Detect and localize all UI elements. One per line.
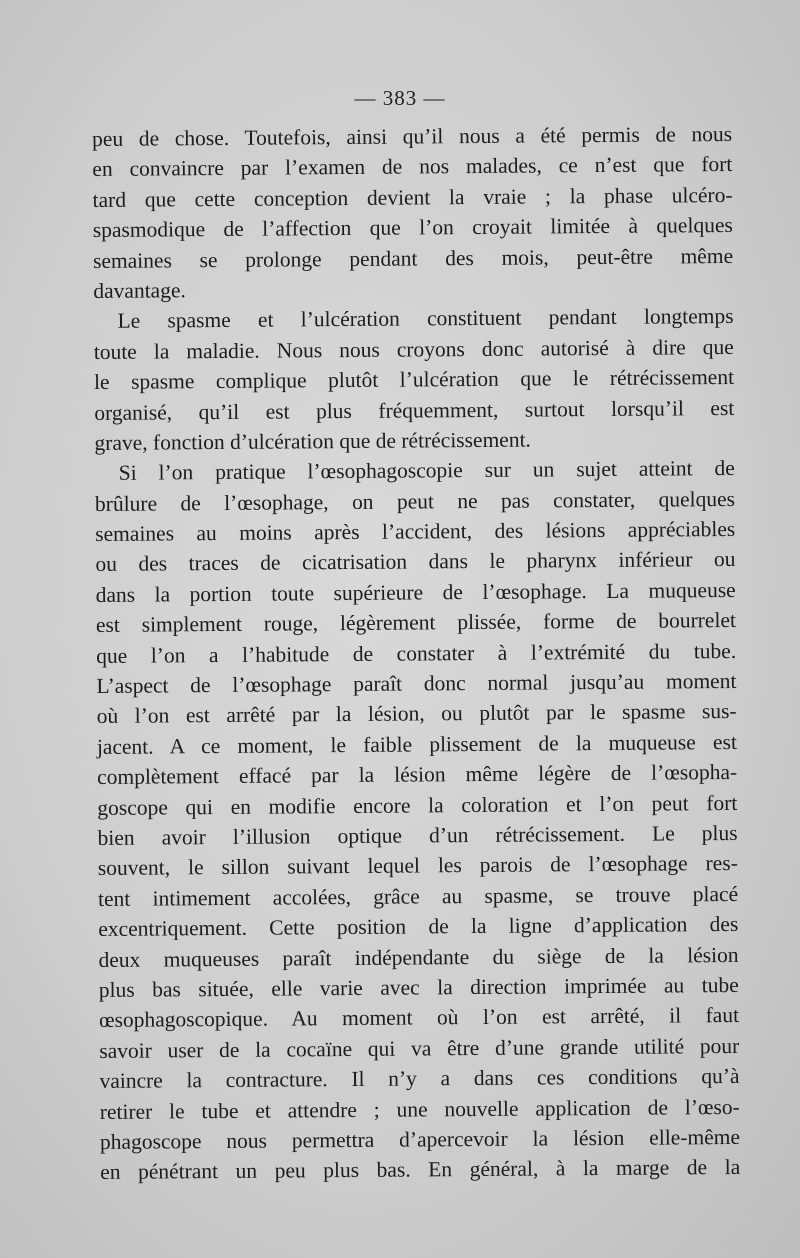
text-line: ou des traces de cicatrisation dans le pharynx inférieur ou bbox=[95, 547, 736, 577]
page-number: — 383 — bbox=[354, 86, 446, 110]
text-line: toute la maladie. Nous nous croyons donc autorisé à dire que bbox=[93, 334, 734, 364]
text-line: phagoscope nous permettra d’apercevoir la lésion elle-même bbox=[99, 1124, 741, 1154]
text-line: savoir user de la cocaïne qui va être d’une grande utilité pour bbox=[99, 1033, 740, 1063]
text-line: est simplement rouge, légèrement plissée, forme de bourrelet bbox=[95, 608, 737, 638]
text-line: en pénétrant un peu plus bas. En général, à la marge de la bbox=[100, 1155, 741, 1185]
body-text bbox=[92, 119, 740, 1188]
text-line: où l’on est arrêté par la lésion, ou plutôt par le spasme sus- bbox=[96, 699, 737, 729]
text-line: retirer le tube et attendre ; une nouvelle application de l’œso- bbox=[99, 1094, 740, 1124]
text-line: deux muqueuses paraît indépendante du siège de la lésion bbox=[98, 942, 739, 972]
text-line: bien avoir l’illusion optique d’un rétrécissement. Le plus bbox=[97, 820, 738, 850]
text-line: excentriquement. Cette position de la ligne d’application des bbox=[98, 912, 739, 942]
text-line: dans la portion toute supérieure de l’œsophage. La muqueuse bbox=[95, 577, 736, 607]
text-line: en convaincre par l’examen de nos malades, ce n’est que fort bbox=[92, 152, 733, 182]
text-line: complètement effacé par la lésion même légère de l’œsopha- bbox=[97, 760, 738, 790]
text-line: souvent, le sillon suivant lequel les parois de l’œsophage res- bbox=[97, 851, 738, 881]
text-line: grave, fonction d’ulcération que de rétrécissement. bbox=[94, 427, 531, 455]
text-line: organisé, qu’il est plus fréquemment, surtout lorsqu’il est bbox=[94, 395, 735, 425]
text-line: peu de chose. Toutefois, ainsi qu’il nous a été permis de nous bbox=[92, 121, 733, 151]
text-line: Le spasme et l’ulcération constituent pendant longtemps bbox=[117, 304, 734, 334]
text-line: brûlure de l’œsophage, on peut ne pas constater, quelques bbox=[94, 486, 736, 516]
text-line: semaines se prolonge pendant des mois, peut-être même bbox=[92, 243, 734, 273]
text-line: davantage. bbox=[93, 278, 186, 303]
text-line: tent intimement accolées, grâce au spasme, se trouve placé bbox=[97, 881, 739, 911]
text-line: jacent. A ce moment, le faible plissement de la muqueuse est bbox=[96, 729, 737, 759]
text-line: tard que cette conception devient la vraie ; la phase ulcéro- bbox=[92, 182, 733, 212]
text-line: plus bas située, elle varie avec la direction imprimée au tube bbox=[98, 972, 739, 1002]
text-line: goscope qui en modifie encore la coloration et l’on peut fort bbox=[97, 790, 738, 820]
text-line: le spasme complique plutôt l’ulcération que le rétrécissement bbox=[93, 365, 735, 395]
text-line: vaincre la contracture. Il n’y a dans ces conditions qu’à bbox=[99, 1064, 740, 1094]
text-line: semaines au moins après l’accident, des lésions appréciables bbox=[95, 517, 736, 547]
text-line: spasmodique de l’affection que l’on croyait limitée à quelques bbox=[92, 213, 733, 243]
text-line: que l’on a l’habitude de constater à l’extrémité du tube. bbox=[96, 638, 737, 668]
text-line: L’aspect de l’œsophage paraît donc normal jusqu’au moment bbox=[96, 668, 737, 699]
text-line: œsophagoscopique. Au moment où l’on est arrêté, il faut bbox=[98, 1003, 740, 1033]
text-line: Si l’on pratique l’œsophagoscopie sur un sujet atteint de bbox=[118, 456, 735, 486]
